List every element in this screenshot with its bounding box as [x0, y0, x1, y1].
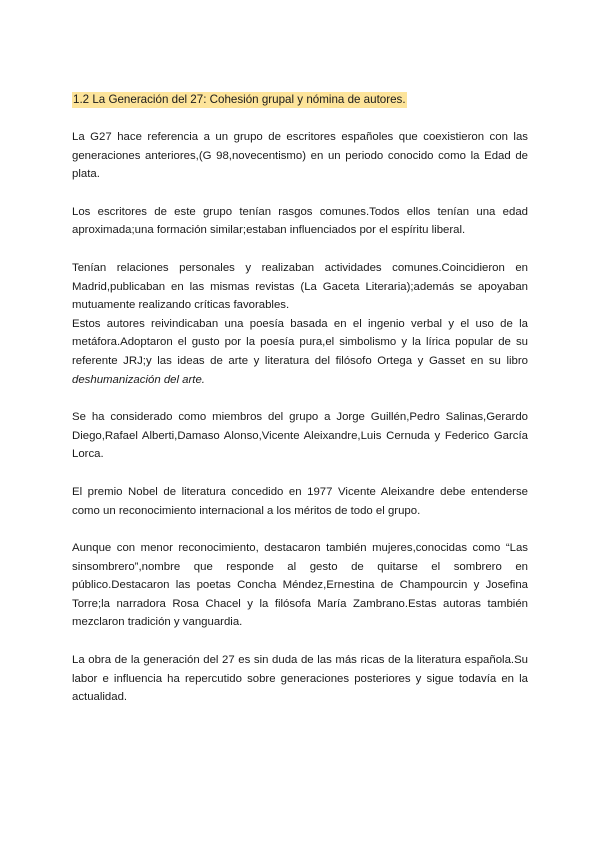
- paragraph-members: Se ha considerado como miembros del grupo a Jorge Guillén,Pedro Salinas,Gerardo Diego,Rafael Alberti,Damaso Alonso,Vicente Aleixandre,Luis Cernuda y Federico García Lorca.: [72, 411, 528, 461]
- paragraph-intro: La G27 hace referencia a un grupo de escritores españoles que coexistieron con las generaciones anteriores,(G 98,novecentismo) en un periodo conocido como la Edad de plata.: [72, 131, 528, 181]
- paragraph-poetics: [72, 315, 528, 389]
- paragraph-nobel: El premio Nobel de literatura concedido en 1977 Vicente Aleixandre debe entenderse como un reconocimiento internacional a los méritos de todo el grupo.: [72, 485, 528, 517]
- paragraph-conclusion: La obra de la generación del 27 es sin duda de las más ricas de la literatura española.Su labor e influencia ha repercutido sobre generaciones posteriores y sigue todavía en la actualidad.: [72, 654, 528, 704]
- paragraph-sinsombrero: Aunque con menor reconocimiento, destacaron también mujeres,conocidas como “Las sinsombrero”,nombre que responde al gesto de quitarse el sombrero en público.Destacaron las poetas Concha Méndez,Ernestina de Champourcin y Josefina Torre;la narradora Rosa Chacel y la filósofa María Zambrano.Estas autoras también mezclaron tradición y vanguardia.: [72, 542, 528, 629]
- paragraph-common-traits: Los escritores de este grupo tenían rasgos comunes.Todos ellos tenían una edad aproximada;una formación similar;estaban influenciados por el espíritu liberal.: [72, 205, 528, 237]
- book-title-italic: deshumanización del arte.: [72, 373, 205, 386]
- section-heading: 1.2 La Generación del 27: Cohesión grupal y nómina de autores.: [73, 93, 406, 106]
- paragraph-relations: Tenían relaciones personales y realizaban actividades comunes.Coincidieron en Madrid,publicaban en las mismas revistas (La Gaceta Literaria);además se apoyaban mutuamente realizando críticas favorables.: [72, 261, 528, 312]
- paragraph-poetics-text: Estos autores reivindicaban una poesía basada en el ingenio verbal y el uso de la metáfora.Adoptaron el gusto por la poesía pura,el simbolismo y la lírica popular de su referente JRJ;y las ideas de arte y literatura del filósofo Ortega y Gasset en su libro: [72, 317, 528, 367]
- document-page: [72, 90, 528, 726]
